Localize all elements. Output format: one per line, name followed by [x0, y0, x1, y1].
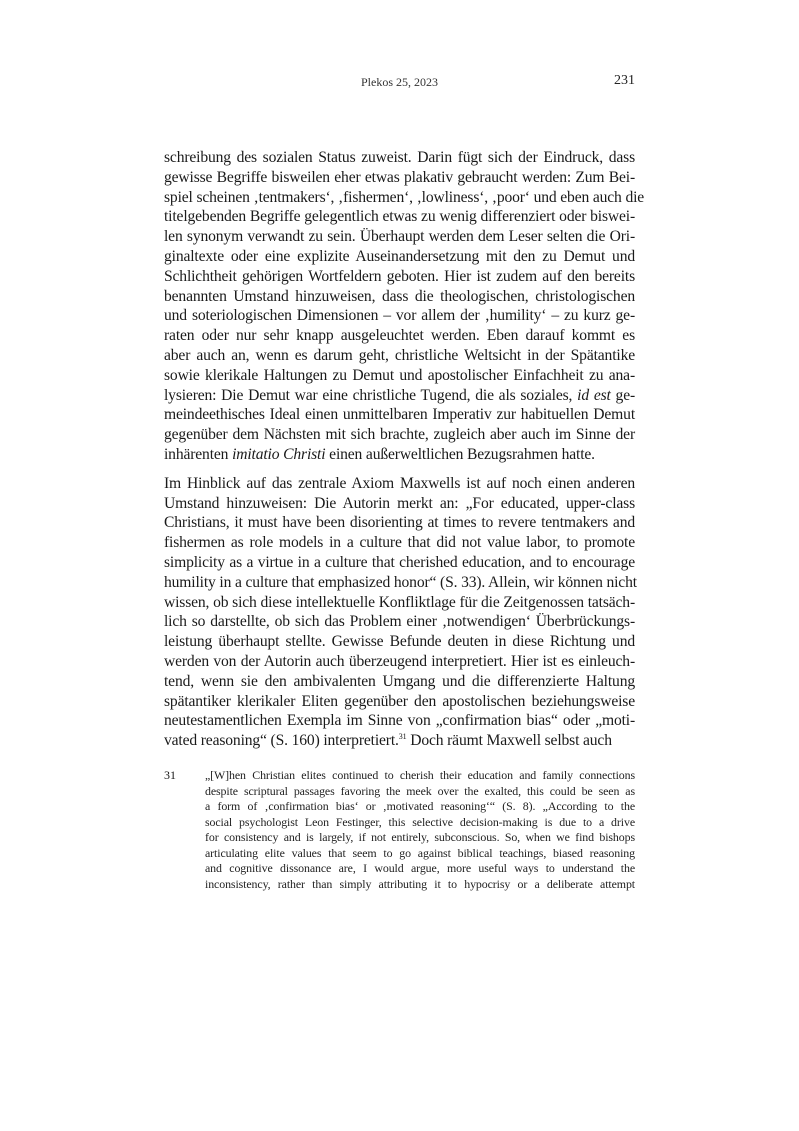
text-line	[164, 425, 635, 445]
text-span: Doch räumt Maxwell selbst auch	[406, 732, 612, 750]
text-line	[164, 692, 635, 712]
text-line	[164, 148, 635, 168]
running-head: Plekos 25, 2023	[360, 75, 438, 89]
text-span: wissen, ob sich diese intellektuelle Konfliktlage für die Zeitgenossen tatsäch-	[164, 593, 635, 611]
text-line	[164, 494, 635, 514]
text-line	[164, 612, 635, 632]
text-span: spiel scheinen ‚tentmakers‘, ‚fishermen‘, ‚lowliness‘, ‚poor‘ und eben auch die	[164, 188, 645, 206]
page-number: 231	[614, 73, 635, 88]
text-span: lysieren: Die Demut war eine christliche Tugend, die als soziales,	[164, 386, 578, 404]
footnote	[164, 768, 635, 892]
text-span: raten oder nur sehr knapp ausgeleuchtet werden. Eben darauf kommt es	[164, 327, 635, 345]
text-line	[164, 267, 635, 287]
text-span: humility in a culture that emphasized honor“ (S. 33). Allein, wir können nicht	[164, 573, 637, 591]
text-line	[164, 445, 635, 465]
footnote-number: 31	[164, 768, 176, 782]
text-span: gegenüber dem Nächsten mit sich brachte, zugleich aber auch im Sinne der	[164, 426, 635, 444]
text-line	[164, 207, 635, 227]
text-span: simplicity as a virtue in a culture that cherished education, and to encourage	[164, 553, 635, 571]
footnote-line: inconsistency, rather than simply attributing it to hypocrisy or a deliberate attempt	[205, 876, 635, 891]
paragraph	[164, 148, 645, 465]
text-line	[164, 326, 635, 346]
text-line	[164, 287, 635, 307]
text-span: schreibung des sozialen Status zuweist. Darin fügt sich der Eindruck, dass	[164, 149, 635, 166]
text-span: gewisse Begriffe bisweilen eher etwas plakativ gebraucht werden: Zum Bei-	[164, 168, 635, 186]
text-span: Im Hinblick auf das zentrale Axiom Maxwells ist auf noch einen anderen	[164, 474, 635, 492]
footnote-line: a form of ‚confirmation bias‘ or ‚motivated reasoning‘“ (S. 8). „According to the	[205, 799, 635, 813]
text-line	[164, 652, 635, 672]
text-line	[164, 731, 635, 751]
text-line	[164, 366, 635, 386]
footnote-line: articulating elite values that seem to go against biblical teachings, biased reasoning	[205, 845, 635, 860]
text-line	[164, 306, 635, 326]
text-span: tend, wenn sie den ambivalenten Umgang und die differenzierte Haltung	[164, 672, 635, 690]
main-text	[164, 148, 645, 760]
footnote-line: and cognitive dissonance are, I would argue, more useful ways to understand the	[205, 861, 635, 875]
text-span: inhärenten	[164, 445, 233, 463]
text-span: sowie klerikale Haltungen zu Demut und apostolischer Einfachheit zu ana-	[164, 366, 635, 384]
text-span: benannten Umstand hinzuweisen, dass die theologischen, christologischen	[164, 287, 635, 305]
footnote-line: „[W]hen Christian elites continued to cherish their education and family connections	[205, 768, 635, 782]
text-span: leistung überhaupt stellte. Gewisse Befunde deuten in diese Richtung und	[164, 633, 635, 651]
text-line	[164, 227, 635, 247]
text-span: spätantiker klerikaler Eliten gegenüber den apostolischen beziehungsweise	[164, 692, 635, 710]
footnote-line: despite scriptural passages favoring the meek over the exalted, this could be seen as	[205, 783, 635, 798]
text-line	[164, 405, 635, 425]
text-span: ginaltexte oder eine explizite Auseinandersetzung mit den zu Demut und	[164, 247, 635, 265]
paragraph	[164, 474, 635, 751]
text-line	[164, 168, 635, 188]
text-line	[164, 247, 635, 267]
footnote-line: social psychologist Leon Festinger, this selective decision-making is due to a drive	[205, 814, 635, 829]
text-line	[164, 188, 645, 208]
text-line	[164, 513, 635, 533]
text-span: len synonym verwandt zu sein. Überhaupt werden dem Leser selten die Ori-	[164, 228, 635, 246]
text-line	[164, 593, 635, 613]
text-span: fishermen as role models in a culture that did not value labor, to promote	[164, 534, 635, 552]
text-span: meindeethisches Ideal einen unmittelbaren Imperativ zur habituellen Demut	[164, 406, 635, 424]
text-line	[164, 632, 635, 652]
footnotes	[164, 768, 635, 892]
text-span: Christians, it must have been disorienting at times to revere tentmakers and	[164, 514, 635, 532]
italic-text: id est	[577, 386, 611, 404]
footnote-reference: 31	[398, 732, 407, 742]
text-line	[164, 474, 635, 494]
text-span: neutestamentlichen Exempla im Sinne von „confirmation bias“ oder „moti-	[164, 712, 635, 730]
text-span: und soteriologischen Dimensionen – vor allem der ‚humility‘ – zu kurz ge-	[164, 307, 635, 325]
italic-text: imitatio Christi	[232, 445, 326, 463]
text-line	[164, 711, 635, 731]
text-span: aber auch an, wenn es darum geht, christliche Weltsicht in der Spätantike	[164, 346, 635, 364]
text-line	[164, 553, 635, 573]
text-line	[164, 672, 635, 692]
text-span: einen außerweltlichen Bezugsrahmen hatte.	[325, 445, 595, 463]
text-span: werden von der Autorin auch überzeugend interpretiert. Hier ist es einleuch-	[164, 652, 635, 670]
text-span: Umstand hinzuweisen: Die Autorin merkt an: „For educated, upper-class	[164, 494, 635, 512]
text-line	[164, 573, 635, 593]
footnote-line: for consistency and is largely, if not entirely, subconscious. So, when we find bishops	[205, 830, 635, 844]
text-line	[164, 533, 635, 553]
text-span: lich so darstellte, ob sich das Problem einer ‚notwendigen‘ Überbrückungs-	[164, 613, 635, 631]
text-line	[164, 346, 635, 366]
text-span: vated reasoning“ (S. 160) interpretiert.	[164, 732, 399, 750]
text-span: titelgebenden Begriffe gelegentlich etwas zu wenig differenziert oder biswei-	[164, 208, 635, 226]
text-span: Schlichtheit gehörigen Wortfeldern geboten. Hier ist zudem auf den bereits	[164, 267, 635, 285]
text-line	[164, 386, 635, 406]
text-span: ge-	[610, 386, 636, 404]
